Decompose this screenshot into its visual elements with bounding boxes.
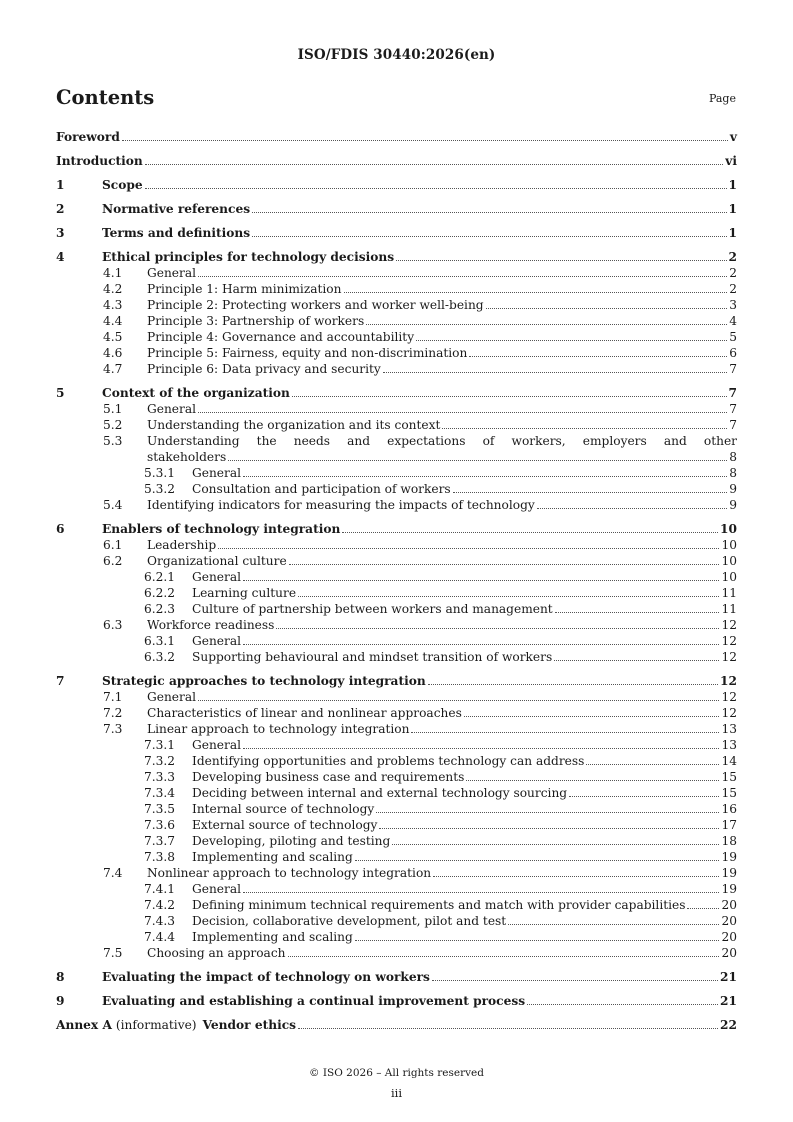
dot-leader bbox=[292, 385, 727, 397]
toc-entry-number: 7.4.3 bbox=[144, 914, 176, 928]
dot-leader bbox=[198, 401, 727, 413]
toc-entry-title: Linear approach to technology integration bbox=[147, 722, 410, 736]
toc-entry-page: 11 bbox=[721, 602, 737, 616]
toc-entry-title: General bbox=[147, 266, 196, 280]
toc-entry[interactable] bbox=[56, 225, 737, 241]
toc-entry-title: External source of technology bbox=[192, 818, 378, 832]
toc-entry-title: Deciding between internal and external technology sourcing bbox=[192, 786, 568, 800]
toc-entry-number: 6.1 bbox=[103, 538, 123, 552]
toc-entry-page: 1 bbox=[728, 178, 737, 192]
dot-leader bbox=[252, 201, 726, 213]
toc-entry-number: 7.3.1 bbox=[144, 738, 176, 752]
toc-entry-title: General bbox=[147, 690, 196, 704]
toc-entry[interactable] bbox=[56, 201, 737, 217]
toc-entry-page: 17 bbox=[721, 818, 737, 832]
toc-entry-page: 12 bbox=[721, 650, 737, 664]
toc-entry-number: 7.4.4 bbox=[144, 930, 176, 944]
toc-entry[interactable] bbox=[56, 297, 737, 313]
toc-entry[interactable] bbox=[56, 673, 737, 689]
toc-entry-title bbox=[56, 1017, 296, 1033]
toc-entry-title: Principle 6: Data privacy and security bbox=[147, 362, 381, 376]
annex-title: Vendor ethics bbox=[202, 1018, 296, 1032]
toc-entry[interactable] bbox=[56, 897, 737, 913]
toc-entry-page: 19 bbox=[721, 850, 737, 864]
dot-leader bbox=[416, 329, 727, 341]
toc-entry-title: General bbox=[192, 634, 241, 648]
toc-entry-page: 18 bbox=[721, 834, 737, 848]
toc-entry-title: Context of the organization bbox=[102, 386, 290, 400]
toc-entry-number: 1 bbox=[56, 178, 65, 192]
toc-entry[interactable] bbox=[56, 865, 737, 881]
toc-entry-page: 15 bbox=[721, 786, 737, 800]
toc-entry-number: 4.7 bbox=[103, 362, 123, 376]
toc-entry-title: Workforce readiness bbox=[147, 618, 275, 632]
dot-leader bbox=[569, 785, 719, 797]
dot-leader bbox=[554, 649, 719, 661]
toc-entry-number: 5.4 bbox=[103, 498, 123, 512]
toc-entry-title: Evaluating the impact of technology on workers bbox=[102, 970, 430, 984]
toc-entry-number: 7 bbox=[56, 674, 65, 688]
toc-entry-number: 7.4.1 bbox=[144, 882, 176, 896]
toc-entry-number: 5.3 bbox=[103, 434, 123, 448]
toc-entry-title: Terms and definitions bbox=[102, 226, 251, 240]
toc-entry[interactable] bbox=[56, 817, 737, 833]
toc-entry-number: 9 bbox=[56, 994, 65, 1008]
toc-entry-title: Scope bbox=[102, 178, 143, 192]
toc-entry-page: 9 bbox=[729, 498, 737, 512]
toc-entry-title: Implementing and scaling bbox=[192, 930, 353, 944]
toc-entry-number: 7.1 bbox=[103, 690, 123, 704]
toc-entry[interactable] bbox=[56, 521, 737, 537]
toc-entry-page: 3 bbox=[729, 298, 737, 312]
toc-entry-number: 4.6 bbox=[103, 346, 123, 360]
toc-entry-title: General bbox=[192, 570, 241, 584]
toc-entry-page: 13 bbox=[721, 738, 737, 752]
dot-leader bbox=[508, 913, 719, 925]
toc-entry[interactable] bbox=[56, 801, 737, 817]
dot-leader bbox=[145, 153, 723, 165]
toc-entry-title: Principle 4: Governance and accountability bbox=[147, 330, 415, 344]
toc-entry[interactable] bbox=[56, 465, 737, 481]
toc-entry[interactable] bbox=[56, 153, 737, 169]
toc-entry-page: 7 bbox=[728, 386, 737, 400]
toc-entry[interactable] bbox=[56, 753, 737, 769]
toc-entry-page: 14 bbox=[721, 754, 737, 768]
dot-leader bbox=[243, 465, 727, 477]
toc-entry-page: 22 bbox=[720, 1018, 737, 1032]
toc-entry-number: 7.3.3 bbox=[144, 770, 176, 784]
toc-entry[interactable] bbox=[56, 649, 737, 665]
toc-entry-title: Defining minimum technical requirements and match with provider capabilities bbox=[192, 898, 686, 912]
toc-entry-page: 10 bbox=[720, 522, 737, 536]
toc-entry-title-continued: stakeholders bbox=[147, 450, 227, 464]
toc-entry[interactable] bbox=[56, 833, 737, 849]
toc-entry-number: 6.3.1 bbox=[144, 634, 176, 648]
toc-entry-number: 4.1 bbox=[103, 266, 123, 280]
toc-entry[interactable] bbox=[56, 993, 737, 1009]
toc-entry-number: 6.2.3 bbox=[144, 602, 176, 616]
dot-leader bbox=[198, 689, 719, 701]
toc-entry-number: 4.2 bbox=[103, 282, 123, 296]
toc-entry-number: 7.3.5 bbox=[144, 802, 176, 816]
toc-entry[interactable] bbox=[56, 537, 737, 553]
toc-entry-number: 5.3.1 bbox=[144, 466, 176, 480]
toc-entry-page: 20 bbox=[721, 946, 737, 960]
contents-title: Contents bbox=[56, 86, 155, 109]
toc-entry-title: Identifying indicators for measuring the impacts of technology bbox=[147, 498, 535, 512]
document-header: ISO/FDIS 30440:2026(en) bbox=[297, 47, 496, 63]
toc-entry-page: 8 bbox=[729, 466, 737, 480]
dot-leader bbox=[252, 225, 726, 237]
toc-entry-title: Normative references bbox=[102, 202, 251, 216]
dot-leader bbox=[464, 705, 720, 717]
dot-leader bbox=[379, 817, 719, 829]
toc-entry[interactable] bbox=[56, 265, 737, 281]
toc-entry-title: Principle 3: Partnership of workers bbox=[147, 314, 365, 328]
toc-entry[interactable] bbox=[56, 177, 737, 193]
toc-entry[interactable] bbox=[56, 929, 737, 945]
toc-entry-page: 12 bbox=[721, 634, 737, 648]
toc-entry[interactable] bbox=[56, 913, 737, 929]
dot-leader bbox=[228, 449, 727, 461]
toc-entry-title: Enablers of technology integration bbox=[102, 522, 341, 536]
toc-entry[interactable] bbox=[56, 385, 737, 401]
toc-entry[interactable] bbox=[56, 585, 737, 601]
toc-entry-title: Characteristics of linear and nonlinear approaches bbox=[147, 706, 462, 720]
toc-entry-page: 6 bbox=[729, 346, 737, 360]
toc-entry-title: Internal source of technology bbox=[192, 802, 375, 816]
toc-entry[interactable] bbox=[56, 433, 737, 465]
toc-entry[interactable] bbox=[56, 1017, 737, 1033]
dot-leader bbox=[376, 801, 719, 813]
dot-leader bbox=[355, 929, 720, 941]
toc-entry-title: Strategic approaches to technology integration bbox=[102, 674, 426, 688]
toc-entry-number: 4.4 bbox=[103, 314, 123, 328]
toc-entry-page: 2 bbox=[729, 266, 737, 280]
toc-entry-page: 12 bbox=[721, 690, 737, 704]
toc-entry-title: General bbox=[147, 402, 196, 416]
toc-entry-number: 7.3.2 bbox=[144, 754, 176, 768]
toc-entry-title: Ethical principles for technology decisions bbox=[102, 250, 395, 264]
toc-entry[interactable] bbox=[56, 601, 737, 617]
dot-leader bbox=[145, 177, 727, 189]
toc-entry-page: 20 bbox=[721, 914, 737, 928]
toc-entry-number: 5 bbox=[56, 386, 65, 400]
toc-entry[interactable] bbox=[56, 481, 737, 497]
toc-entry-number: 7.5 bbox=[103, 946, 123, 960]
toc-entry[interactable] bbox=[56, 633, 737, 649]
dot-leader bbox=[243, 633, 719, 645]
toc-entry-number: 4 bbox=[56, 250, 65, 264]
dot-leader bbox=[428, 673, 718, 685]
toc-entry-page: 4 bbox=[729, 314, 737, 328]
toc-entry[interactable] bbox=[56, 785, 737, 801]
toc-entry-page: 10 bbox=[721, 554, 737, 568]
page-number: iii bbox=[390, 1086, 403, 1100]
dot-leader bbox=[466, 769, 719, 781]
toc-entry-number: 6.2.1 bbox=[144, 570, 176, 584]
toc-entry-page: 16 bbox=[721, 802, 737, 816]
toc-entry-page: 13 bbox=[721, 722, 737, 736]
dot-leader bbox=[442, 417, 727, 429]
toc-entry-number: 7.3.7 bbox=[144, 834, 176, 848]
dot-leader bbox=[289, 553, 720, 565]
dot-leader bbox=[392, 833, 719, 845]
dot-leader bbox=[586, 753, 719, 765]
toc-entry-page: 2 bbox=[728, 250, 737, 264]
dot-leader bbox=[432, 969, 718, 981]
toc-entry-page: 1 bbox=[728, 226, 737, 240]
toc-entry[interactable] bbox=[56, 737, 737, 753]
toc-entry-title: Leadership bbox=[147, 538, 217, 552]
toc-entry[interactable] bbox=[56, 553, 737, 569]
toc-entry-page: 7 bbox=[729, 362, 737, 376]
toc-entry-title: General bbox=[192, 738, 241, 752]
toc-entry-title: Developing, piloting and testing bbox=[192, 834, 391, 848]
copyright-notice: © ISO 2026 – All rights reserved bbox=[309, 1067, 484, 1079]
dot-leader bbox=[288, 945, 720, 957]
toc-entry-number: 4.3 bbox=[103, 298, 123, 312]
toc-entry-number: 7.2 bbox=[103, 706, 123, 720]
toc-entry-number: 8 bbox=[56, 970, 65, 984]
toc-entry-number: 4.5 bbox=[103, 330, 123, 344]
dot-leader bbox=[298, 585, 719, 597]
toc-entry-page: 1 bbox=[728, 202, 737, 216]
toc-entry-number: 2 bbox=[56, 202, 65, 216]
toc-entry[interactable] bbox=[56, 401, 737, 417]
toc-entry-page: 20 bbox=[721, 898, 737, 912]
page-column-label: Page bbox=[708, 92, 736, 105]
toc-entry[interactable] bbox=[56, 129, 737, 145]
toc-entry-number: 7.3.4 bbox=[144, 786, 176, 800]
toc-entry[interactable] bbox=[56, 617, 737, 633]
toc-entry-title: Choosing an approach bbox=[147, 946, 286, 960]
dot-leader bbox=[433, 865, 719, 877]
toc-entry-title: Principle 2: Protecting workers and worker well-being bbox=[147, 298, 484, 312]
toc-entry[interactable] bbox=[56, 497, 737, 513]
toc-entry-title: Supporting behavioural and mindset transition of workers bbox=[192, 650, 553, 664]
toc-entry-page: 7 bbox=[729, 418, 737, 432]
toc-entry-number: 5.3.2 bbox=[144, 482, 176, 496]
toc-entry-page: 11 bbox=[721, 586, 737, 600]
toc-entry[interactable] bbox=[56, 417, 737, 433]
toc-entry-title: Identifying opportunities and problems technology can address bbox=[192, 754, 585, 768]
toc-entry[interactable] bbox=[56, 689, 737, 705]
toc-entry-title: Understanding the organization and its context bbox=[147, 418, 441, 432]
dot-leader bbox=[355, 849, 720, 861]
toc-entry-page: 19 bbox=[721, 882, 737, 896]
toc-entry-title: Understanding the needs and expectations of workers, employers and other bbox=[147, 434, 737, 448]
toc-entry[interactable] bbox=[56, 329, 737, 345]
toc-entry[interactable] bbox=[56, 569, 737, 585]
toc-entry-page: 2 bbox=[729, 282, 737, 296]
toc-entry-title: Principle 1: Harm minimization bbox=[147, 282, 342, 296]
toc-entry[interactable] bbox=[56, 769, 737, 785]
toc-entry-title: Learning culture bbox=[192, 586, 297, 600]
dot-leader bbox=[243, 881, 719, 893]
dot-leader bbox=[453, 481, 728, 493]
dot-leader bbox=[469, 345, 727, 357]
toc-entry-page: 12 bbox=[721, 618, 737, 632]
dot-leader bbox=[383, 361, 727, 373]
toc-entry-number: 3 bbox=[56, 226, 65, 240]
dot-leader bbox=[537, 497, 727, 509]
toc-entry-page: 5 bbox=[729, 330, 737, 344]
toc-entry[interactable] bbox=[56, 705, 737, 721]
toc-entry-title: Consultation and participation of workers bbox=[192, 482, 451, 496]
toc-entry-title: General bbox=[192, 882, 241, 896]
toc-entry[interactable] bbox=[56, 849, 737, 865]
dot-leader bbox=[243, 737, 719, 749]
toc-entry-number: 7.4 bbox=[103, 866, 123, 880]
dot-leader bbox=[198, 265, 727, 277]
toc-entry-number: 6.2 bbox=[103, 554, 123, 568]
toc-entry-number: 7.4.2 bbox=[144, 898, 176, 912]
annex-note: (informative) bbox=[115, 1018, 197, 1032]
dot-leader bbox=[243, 569, 719, 581]
toc-entry-page: 21 bbox=[720, 970, 737, 984]
toc-entry-page: v bbox=[729, 130, 737, 144]
toc-entry-title: Introduction bbox=[56, 154, 143, 168]
annex-label: Annex A bbox=[56, 1018, 112, 1032]
toc-entry-number: 6.2.2 bbox=[144, 586, 176, 600]
toc-entry-title: Culture of partnership between workers and management bbox=[192, 602, 553, 616]
dot-leader bbox=[344, 281, 728, 293]
toc-entry-page: 19 bbox=[721, 866, 737, 880]
dot-leader bbox=[396, 249, 726, 261]
toc-entry-page: 20 bbox=[721, 930, 737, 944]
toc-entry-number: 6.3 bbox=[103, 618, 123, 632]
toc-entry-title: Nonlinear approach to technology integration bbox=[147, 866, 432, 880]
toc-entry[interactable] bbox=[56, 361, 737, 377]
dot-leader bbox=[218, 537, 719, 549]
dot-leader bbox=[411, 721, 719, 733]
toc-entry[interactable] bbox=[56, 721, 737, 737]
toc-entry[interactable] bbox=[56, 969, 737, 985]
toc-entry-title: Foreword bbox=[56, 130, 120, 144]
toc-entry-page: 9 bbox=[729, 482, 737, 496]
dot-leader bbox=[276, 617, 719, 629]
toc-entry-page: vi bbox=[725, 154, 737, 168]
dot-leader bbox=[366, 313, 727, 325]
toc-entry-page: 7 bbox=[729, 402, 737, 416]
toc-entry-title: Principle 5: Fairness, equity and non-discrimination bbox=[147, 346, 468, 360]
dot-leader bbox=[298, 1017, 718, 1029]
toc-entry-page: 8 bbox=[729, 450, 737, 464]
toc-entry-number: 6.3.2 bbox=[144, 650, 176, 664]
dot-leader bbox=[342, 521, 718, 533]
toc-entry-title: Developing business case and requirements bbox=[192, 770, 465, 784]
dot-leader bbox=[486, 297, 728, 309]
toc-entry[interactable] bbox=[56, 281, 737, 297]
toc-entry-title: Evaluating and establishing a continual improvement process bbox=[102, 994, 526, 1008]
toc-entry-page: 12 bbox=[720, 674, 737, 688]
toc-entry-number: 6 bbox=[56, 522, 65, 536]
toc-entry-title: General bbox=[192, 466, 241, 480]
toc-entry[interactable] bbox=[56, 945, 737, 961]
toc-entry-number: 7.3 bbox=[103, 722, 123, 736]
toc-entry-number: 7.3.8 bbox=[144, 850, 176, 864]
toc-entry[interactable] bbox=[56, 313, 737, 329]
toc-entry-title: Implementing and scaling bbox=[192, 850, 353, 864]
toc-entry-page: 15 bbox=[721, 770, 737, 784]
dot-leader bbox=[122, 129, 728, 141]
toc-entry-title: Decision, collaborative development, pilot and test bbox=[192, 914, 507, 928]
toc-entry-page: 10 bbox=[721, 570, 737, 584]
toc-entry-number: 5.1 bbox=[103, 402, 123, 416]
dot-leader bbox=[687, 897, 719, 909]
toc-entry-title: Organizational culture bbox=[147, 554, 287, 568]
toc-entry-number: 7.3.6 bbox=[144, 818, 176, 832]
dot-leader bbox=[527, 993, 718, 1005]
toc-entry-page: 10 bbox=[721, 538, 737, 552]
toc-entry[interactable] bbox=[56, 249, 737, 265]
toc-entry[interactable] bbox=[56, 345, 737, 361]
dot-leader bbox=[555, 601, 720, 613]
toc-entry-number: 5.2 bbox=[103, 418, 123, 432]
toc-entry[interactable] bbox=[56, 881, 737, 897]
toc-entry-page: 21 bbox=[720, 994, 737, 1008]
toc-entry-page: 12 bbox=[721, 706, 737, 720]
